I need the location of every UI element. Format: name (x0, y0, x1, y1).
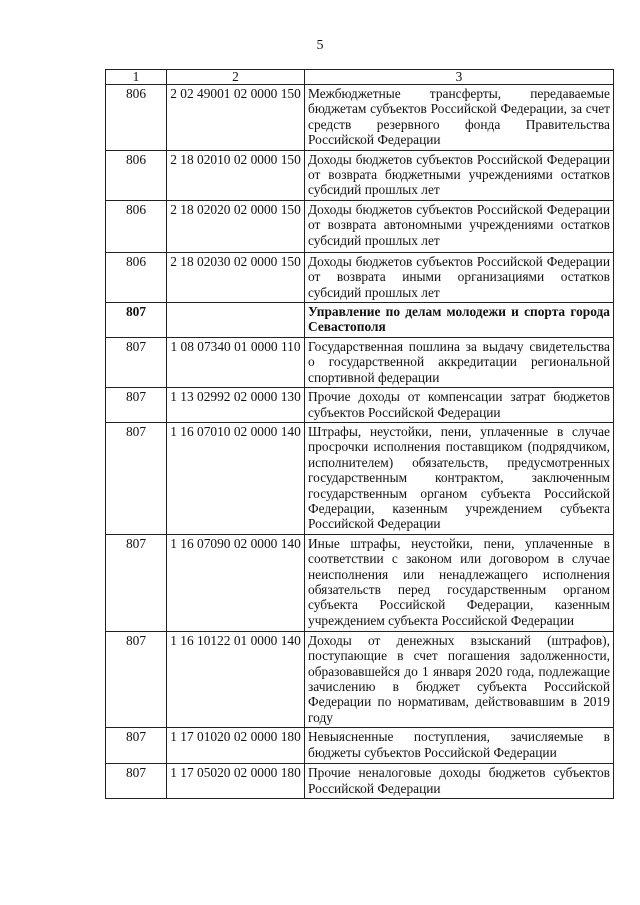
table-row (106, 422, 614, 534)
admin-code-cell: 807 (106, 303, 167, 338)
budget-code-cell: 1 08 07340 01 0000 110 (167, 337, 305, 387)
description-cell: Доходы бюджетов субъектов Российской Федерации от возврата бюджетными учреждениями остатков субсидий прошлых лет (305, 150, 614, 200)
header-col-3: 3 (305, 70, 614, 85)
section-heading-cell: Управление по делам молодежи и спорта города Севастополя (305, 303, 614, 338)
table-row (106, 337, 614, 387)
table-row (106, 150, 614, 200)
description-cell: Штрафы, неустойки, пени, уплаченные в случае просрочки исполнения поставщиком (подрядчиком, исполнителем) обязательств, предусмотренных государственным контрактом, заключенным государственным органом субъекта Российской Федерации, казенным учреждением субъекта Российской Федерации (305, 422, 614, 534)
admin-code-cell: 807 (106, 337, 167, 387)
table-row (106, 85, 614, 151)
table-row (106, 534, 614, 631)
budget-code-cell: 1 17 05020 02 0000 180 (167, 764, 305, 799)
admin-code-cell: 807 (106, 534, 167, 631)
budget-code-cell: 1 16 10122 01 0000 140 (167, 631, 305, 727)
admin-code-cell: 807 (106, 388, 167, 423)
table-row (106, 200, 614, 252)
table-row (106, 252, 614, 302)
budget-code-cell: 1 16 07010 02 0000 140 (167, 422, 305, 534)
budget-code-cell: 1 13 02992 02 0000 130 (167, 388, 305, 423)
admin-code-cell: 807 (106, 631, 167, 727)
description-cell: Государственная пошлина за выдачу свидетельства о государственной аккредитации региональной спортивной федерации (305, 337, 614, 387)
description-cell: Иные штрафы, неустойки, пени, уплаченные в соответствии с законом или договором в случае неисполнения или ненадлежащего исполнения обязательств перед государственным органом субъекта Российской Федерации, казенным учреждением субъекта Российской Федерации (305, 534, 614, 631)
admin-code-cell: 807 (106, 764, 167, 799)
header-col-1: 1 (106, 70, 167, 85)
budget-code-cell: 2 18 02010 02 0000 150 (167, 150, 305, 200)
table-row (106, 764, 614, 799)
description-cell: Доходы бюджетов субъектов Российской Федерации от возврата автономными учреждениями остатков субсидий прошлых лет (305, 200, 614, 252)
table-header-row (106, 70, 614, 85)
table-row (106, 388, 614, 423)
admin-code-cell: 806 (106, 85, 167, 151)
description-cell: Прочие доходы от компенсации затрат бюджетов субъектов Российской Федерации (305, 388, 614, 423)
header-col-2: 2 (167, 70, 305, 85)
budget-code-cell: 1 17 01020 02 0000 180 (167, 728, 305, 764)
description-cell: Доходы от денежных взысканий (штрафов), поступающие в счет погашения задолженности, образовавшейся до 1 января 2020 года, подлежащие зачислению в бюджет субъекта Российской Федерации по нормативам, действовавшим в 2019 году (305, 631, 614, 727)
admin-code-cell: 807 (106, 422, 167, 534)
budget-code-cell: 2 18 02020 02 0000 150 (167, 200, 305, 252)
page-number: 5 (316, 38, 324, 53)
admin-code-cell: 806 (106, 252, 167, 302)
revenue-codes-table (105, 69, 614, 799)
budget-code-cell (167, 303, 305, 338)
admin-code-cell: 807 (106, 728, 167, 764)
description-cell: Доходы бюджетов субъектов Российской Федерации от возврата иными организациями остатков субсидий прошлых лет (305, 252, 614, 302)
budget-code-cell: 2 18 02030 02 0000 150 (167, 252, 305, 302)
table-row-section-heading (106, 303, 614, 338)
budget-code-cell: 1 16 07090 02 0000 140 (167, 534, 305, 631)
description-cell: Прочие неналоговые доходы бюджетов субъектов Российской Федерации (305, 764, 614, 799)
description-cell: Невыясненные поступления, зачисляемые в бюджеты субъектов Российской Федерации (305, 728, 614, 764)
budget-code-cell: 2 02 49001 02 0000 150 (167, 85, 305, 151)
table-row (106, 728, 614, 764)
admin-code-cell: 806 (106, 150, 167, 200)
table-row (106, 631, 614, 727)
description-cell: Межбюджетные трансферты, передаваемые бюджетам субъектов Российской Федерации, за счет средств резервного фонда Правительства Российской Федерации (305, 85, 614, 151)
admin-code-cell: 806 (106, 200, 167, 252)
